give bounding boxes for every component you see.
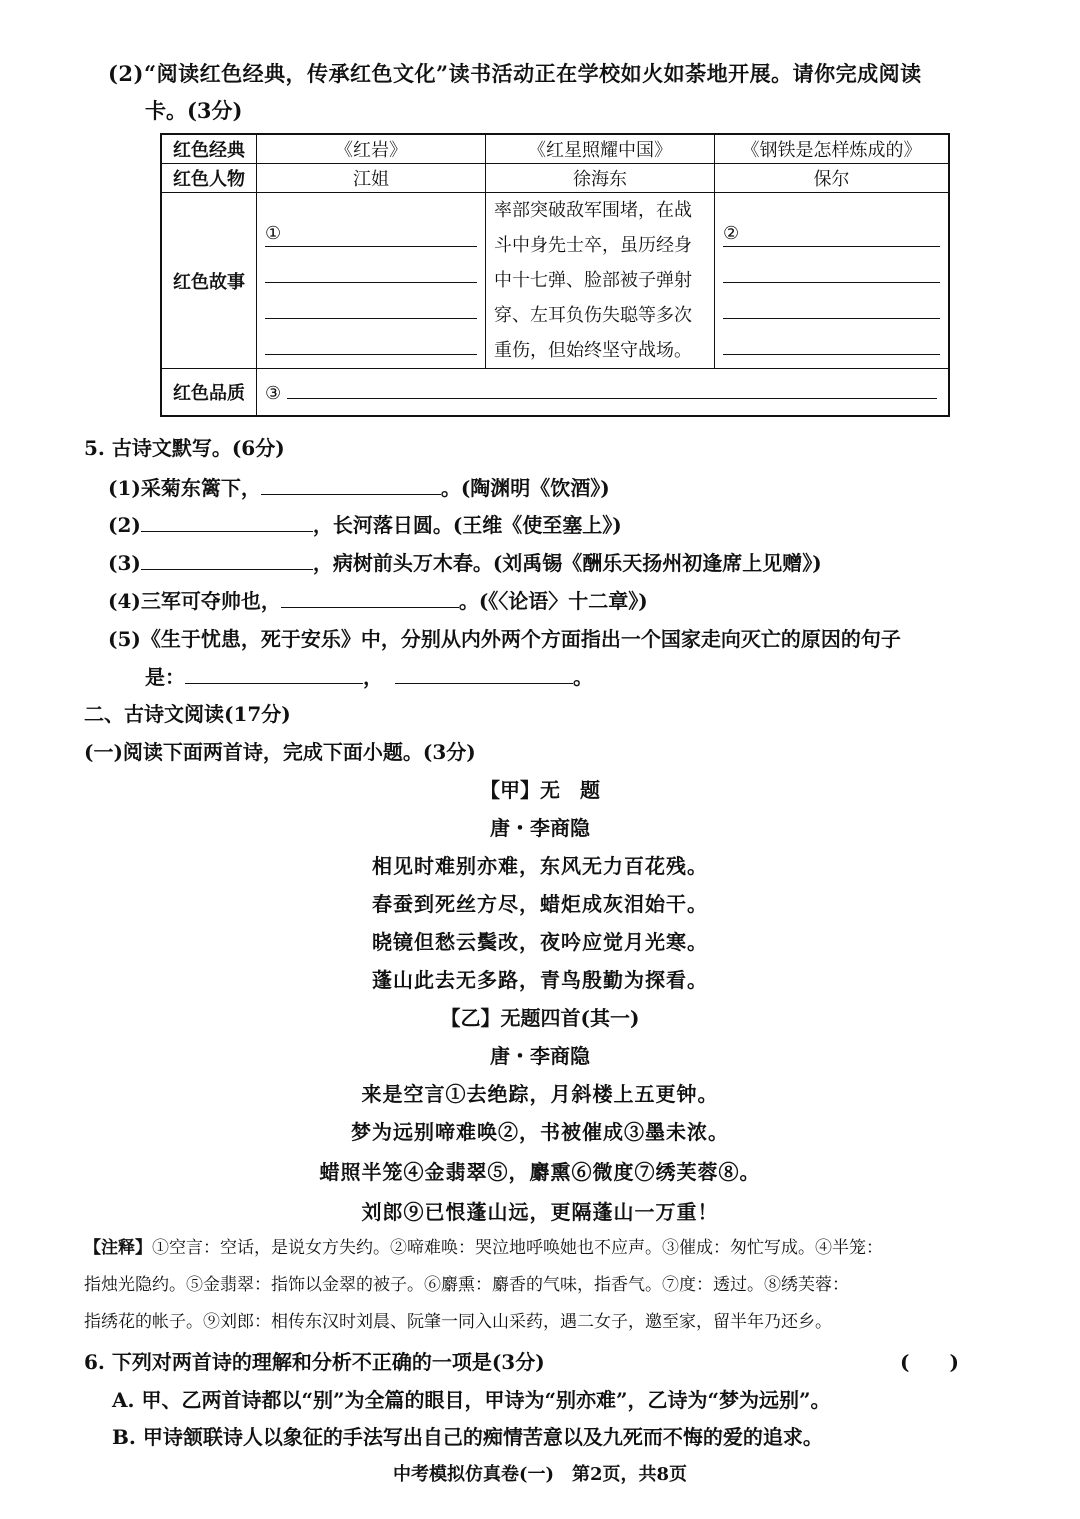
label-red-story: 红色故事 xyxy=(161,193,257,369)
answer-blank[interactable] xyxy=(395,665,573,684)
annotation-line: 指绣花的帐子。⑨刘郎：相传东汉时刘晨、阮肇一同入山采药，遇二女子，邀至家，留半年乃还乡。 xyxy=(84,1312,832,1332)
q6-stem: 6. 下列对两首诗的理解和分析不正确的一项是(3分) xyxy=(84,1350,545,1374)
circle-1-mark: ① xyxy=(265,223,282,244)
fill-line xyxy=(287,380,937,399)
q6-answer-paren[interactable]: ( ) xyxy=(900,1350,959,1374)
q5-item-5-end: 。 xyxy=(573,665,593,689)
circle-2-mark: ② xyxy=(723,223,740,244)
poem-b-line: 梦为远别啼难唤②，书被催成③墨未浓。 xyxy=(351,1120,729,1144)
q5-item-2-post: ，长河落日圆。(王维《使至塞上》) xyxy=(312,513,622,537)
poem-a-line: 相见时难别亦难，东风无力百花残。 xyxy=(372,854,708,878)
section-2-title: 二、古诗文阅读(17分) xyxy=(84,702,291,726)
fill-line xyxy=(723,319,940,355)
q5-item-4 xyxy=(108,585,648,614)
q5-item-1-pre: (1)采菊东篱下， xyxy=(108,476,261,500)
story-line: 斗中身先士卒，虽历经身 xyxy=(494,235,692,256)
fill-line xyxy=(265,319,477,355)
poem-a-line: 蓬山此去无多路，青鸟殷勤为探看。 xyxy=(372,968,708,992)
story-line: 重伤，但始终坚守战场。 xyxy=(494,340,692,361)
annotation-label: 【注释】 xyxy=(84,1238,152,1258)
person-jiangjie: 江姐 xyxy=(257,164,486,193)
poem-a-author: 唐・李商隐 xyxy=(490,816,590,840)
poem-b-line: 刘郎⑨已恨蓬山远，更隔蓬山一万重！ xyxy=(361,1200,719,1224)
q5-item-2-pre: (2) xyxy=(108,513,141,537)
q5-item-3-post: ，病树前头万木春。(刘禹锡《酬乐天扬州初逢席上见赠》) xyxy=(312,551,822,575)
q4-2-line2: 卡。(3分) xyxy=(145,98,243,123)
q6-option-b: B. 甲诗颔联诗人以象征的手法写出自己的痴情苦意以及九死而不悔的爱的追求。 xyxy=(112,1425,823,1449)
poem-b-title: 【乙】无题四首(其一) xyxy=(440,1006,640,1030)
poem-b-author: 唐・李商隐 xyxy=(490,1044,590,1068)
q5-item-2 xyxy=(108,509,622,538)
q5-item-4-post: 。(《〈论语〉十二章》) xyxy=(458,589,648,613)
label-red-person: 红色人物 xyxy=(161,164,257,193)
classic-steel: 《钢铁是怎样炼成的》 xyxy=(715,134,950,164)
q5-item-4-pre: (4)三军可夺帅也， xyxy=(108,589,281,613)
classic-red-star: 《红星照耀中国》 xyxy=(486,134,715,164)
annotation-line: 指烛光隐约。⑤金翡翠：指饰以金翠的被子。⑥麝熏：麝香的气味，指香气。⑦度：透过。⑧绣芙蓉： xyxy=(84,1275,849,1295)
quality-blank[interactable] xyxy=(257,369,950,417)
answer-blank[interactable] xyxy=(185,665,363,684)
label-red-quality: 红色品质 xyxy=(161,369,257,417)
classic-hongyan: 《红岩》 xyxy=(257,134,486,164)
person-xuhaidong: 徐海东 xyxy=(486,164,715,193)
story-line: 穿、左耳负伤失聪等多次 xyxy=(494,305,692,326)
fill-line xyxy=(723,247,940,283)
poem-a-title: 【甲】无 题 xyxy=(480,778,600,802)
story-xuhaidong xyxy=(486,193,715,369)
page-footer: 中考模拟仿真卷(一) 第2页，共8页 xyxy=(392,1464,688,1485)
q5-item-1 xyxy=(108,472,610,501)
poem-a-line: 晓镜但愁云鬓改，夜吟应觉月光寒。 xyxy=(372,930,708,954)
answer-blank[interactable] xyxy=(141,551,313,570)
q5-item-3 xyxy=(108,547,822,576)
q4-2-line1: (2)“阅读红色经典，传承红色文化”读书活动正在学校如火如荼地开展。请你完成阅读 xyxy=(108,61,922,86)
story-blank-1[interactable] xyxy=(257,193,486,369)
story-blank-2[interactable] xyxy=(715,193,950,369)
poem-b-line: 蜡照半笼④金翡翠⑤，麝熏⑥微度⑦绣芙蓉⑧。 xyxy=(319,1160,761,1184)
poem-b-line: 来是空言①去绝踪，月斜楼上五更钟。 xyxy=(361,1082,719,1106)
answer-blank[interactable] xyxy=(261,476,441,495)
fill-line xyxy=(265,211,477,247)
story-line: 中十七弹、脸部被子弹射 xyxy=(494,270,692,291)
fill-line xyxy=(265,283,477,319)
annotation-line xyxy=(84,1230,984,1267)
q5-item-5-mid: ， xyxy=(363,665,383,689)
annotation-block xyxy=(84,1230,984,1341)
fill-line xyxy=(265,247,477,283)
answer-blank[interactable] xyxy=(281,589,459,608)
fill-line xyxy=(723,211,940,247)
section-2-sub: (一)阅读下面两首诗，完成下面小题。(3分) xyxy=(84,740,476,764)
label-red-classic: 红色经典 xyxy=(161,134,257,164)
q6-option-a: A. 甲、乙两首诗都以“别”为全篇的眼目，甲诗为“别亦难”，乙诗为“梦为远别”。 xyxy=(112,1388,831,1412)
circle-3-mark: ③ xyxy=(265,383,282,404)
q5-item-5-line1: (5)《生于忧患，死于安乐》中，分别从内外两个方面指出一个国家走向灭亡的原因的句子 xyxy=(108,627,901,651)
fill-line xyxy=(723,283,940,319)
q5-item-3-pre: (3) xyxy=(108,551,141,575)
answer-blank[interactable] xyxy=(141,513,313,532)
poem-a-line: 春蚕到死丝方尽，蜡炬成灰泪始干。 xyxy=(372,892,708,916)
story-line: 率部突破敌军围堵，在战 xyxy=(494,200,692,221)
q5-item-5-line2 xyxy=(145,661,593,690)
reading-card-table xyxy=(160,133,950,417)
annotation-text: ①空言：空话，是说女方失约。②啼难唤：哭泣地呼唤她也不应声。③催成：匆忙写成。④半笼： xyxy=(152,1238,883,1258)
q5-title: 5. 古诗文默写。(6分) xyxy=(84,436,285,460)
q5-item-5-pre: 是： xyxy=(145,665,185,689)
q5-item-1-post: 。(陶渊明《饮酒》) xyxy=(440,476,610,500)
person-baoer: 保尔 xyxy=(715,164,950,193)
